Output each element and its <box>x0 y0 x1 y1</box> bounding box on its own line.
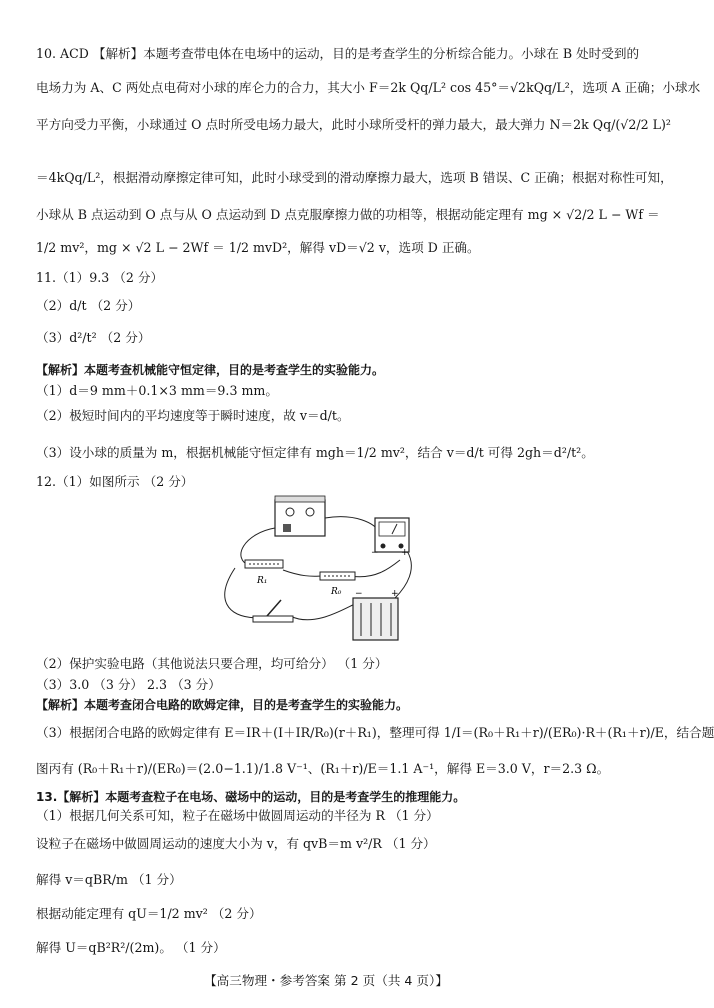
q11-line-7: （3）设小球的质量为 m，根据机械能守恒定律有 mgh＝1/2 mv²，结合 v＝d/t 可得 2gh＝d²/t²。 <box>36 445 594 460</box>
ammeter-icon <box>375 518 409 552</box>
q11-line-1: 11.（1）9.3 （2 分） <box>36 270 164 285</box>
q11-line-3: （3）d²/t² （2 分） <box>36 330 151 345</box>
ammeter-minus-label: − <box>371 548 379 558</box>
battery-minus-label: − <box>355 589 363 599</box>
q10-line-1: 10. ACD 【解析】本题考查带电体在电场中的运动，目的是考查学生的分析综合能力。小球在 B 处时受到的 <box>36 46 640 61</box>
q12-analysis-heading: 【解析】本题考查闭合电路的欧姆定律，目的是考查学生的实验能力。 <box>36 698 409 712</box>
q10-line-5: 小球从 B 点运动到 O 点与从 O 点运动到 D 点克服摩擦力做的功相等，根据动能定理有 mg × √2/2 L − Wf ＝ <box>36 207 660 222</box>
resistor-r0-icon <box>320 572 355 580</box>
q12-line-5: （3）根据闭合电路的欧姆定律有 E＝IR＋(I＋IR/R₀)(r＋R₁)，整理可得 1/I＝(R₀＋R₁＋r)/(ER₀)·R＋(R₁＋r)/E，结合题 <box>36 725 714 740</box>
q10-line-6: 1/2 mv²，mg × √2 L − 2Wf ＝ 1/2 mvD²，解得 vD＝√2 v，选项 D 正确。 <box>36 240 480 255</box>
q12-line-2: （2）保护实验电路（其他说法只要合理，均可给分） （1 分） <box>36 656 388 671</box>
q13-line-2: （1）根据几何关系可知，粒子在磁场中做圆周运动的半径为 R （1 分） <box>36 808 439 823</box>
q11-analysis-heading: 【解析】本题考查机械能守恒定律，目的是考查学生的实验能力。 <box>36 363 385 377</box>
q11-line-6: （2）极短时间内的平均速度等于瞬时速度，故 v＝d/t。 <box>36 408 350 423</box>
q12-line-6: 图丙有 (R₀＋R₁＋r)/(ER₀)＝(2.0−1.1)/1.8 V⁻¹、(R₁＋r)/E＝1.1 A⁻¹，解得 E＝3.0 V，r＝2.3 Ω。 <box>36 761 610 776</box>
q10-line-4: ＝4kQq/L²，根据滑动摩擦定律可知，此时小球受到的滑动摩擦力最大，选项 B 错误、C 正确；根据对称性可知， <box>36 170 673 185</box>
q13-line-6: 解得 U＝qB²R²/(2m)。 （1 分） <box>36 940 226 955</box>
resistance-box-icon <box>275 496 325 536</box>
q13-line-3: 设粒子在磁场中做圆周运动的速度大小为 v，有 qvB＝m v²/R （1 分） <box>36 836 436 851</box>
q10-line-2: 电场力为 A、C 两处点电荷对小球的库仑力的合力，其大小 F＝2k Qq/L² cos 45°＝√2kQq/L²，选项 A 正确；小球水 <box>36 80 701 95</box>
q13-line-4: 解得 v＝qBR/m （1 分） <box>36 872 182 887</box>
circuit-diagram <box>205 488 450 648</box>
q13-analysis-heading: 13.【解析】本题考查粒子在电场、磁场中的运动，目的是考查学生的推理能力。 <box>36 790 466 804</box>
q13-line-5: 根据动能定理有 qU＝1/2 mv² （2 分） <box>36 906 262 921</box>
r0-label: R₀ <box>331 587 342 597</box>
battery-icon <box>353 598 398 640</box>
page-footer: 【高三物理・参考答案 第 2 页（共 4 页）】 <box>204 973 448 988</box>
q10-line-3: 平方向受力平衡，小球通过 O 点时所受电场力最大，此时小球所受杆的弹力最大，最大弹力 N＝2k Qq/(√2/2 L)² <box>36 117 671 132</box>
q12-line-1: 12.（1）如图所示 （2 分） <box>36 474 194 489</box>
r1-label: R₁ <box>257 576 268 586</box>
switch-icon <box>253 600 293 622</box>
q11-line-2: （2）d/t （2 分） <box>36 298 141 313</box>
q11-line-5: （1）d＝9 mm＋0.1×3 mm＝9.3 mm。 <box>36 383 278 398</box>
resistor-r1-icon <box>245 560 283 568</box>
ammeter-plus-label: + <box>401 548 409 558</box>
battery-plus-label: + <box>391 589 399 599</box>
q12-line-3: （3）3.0 （3 分） 2.3 （3 分） <box>36 677 221 692</box>
